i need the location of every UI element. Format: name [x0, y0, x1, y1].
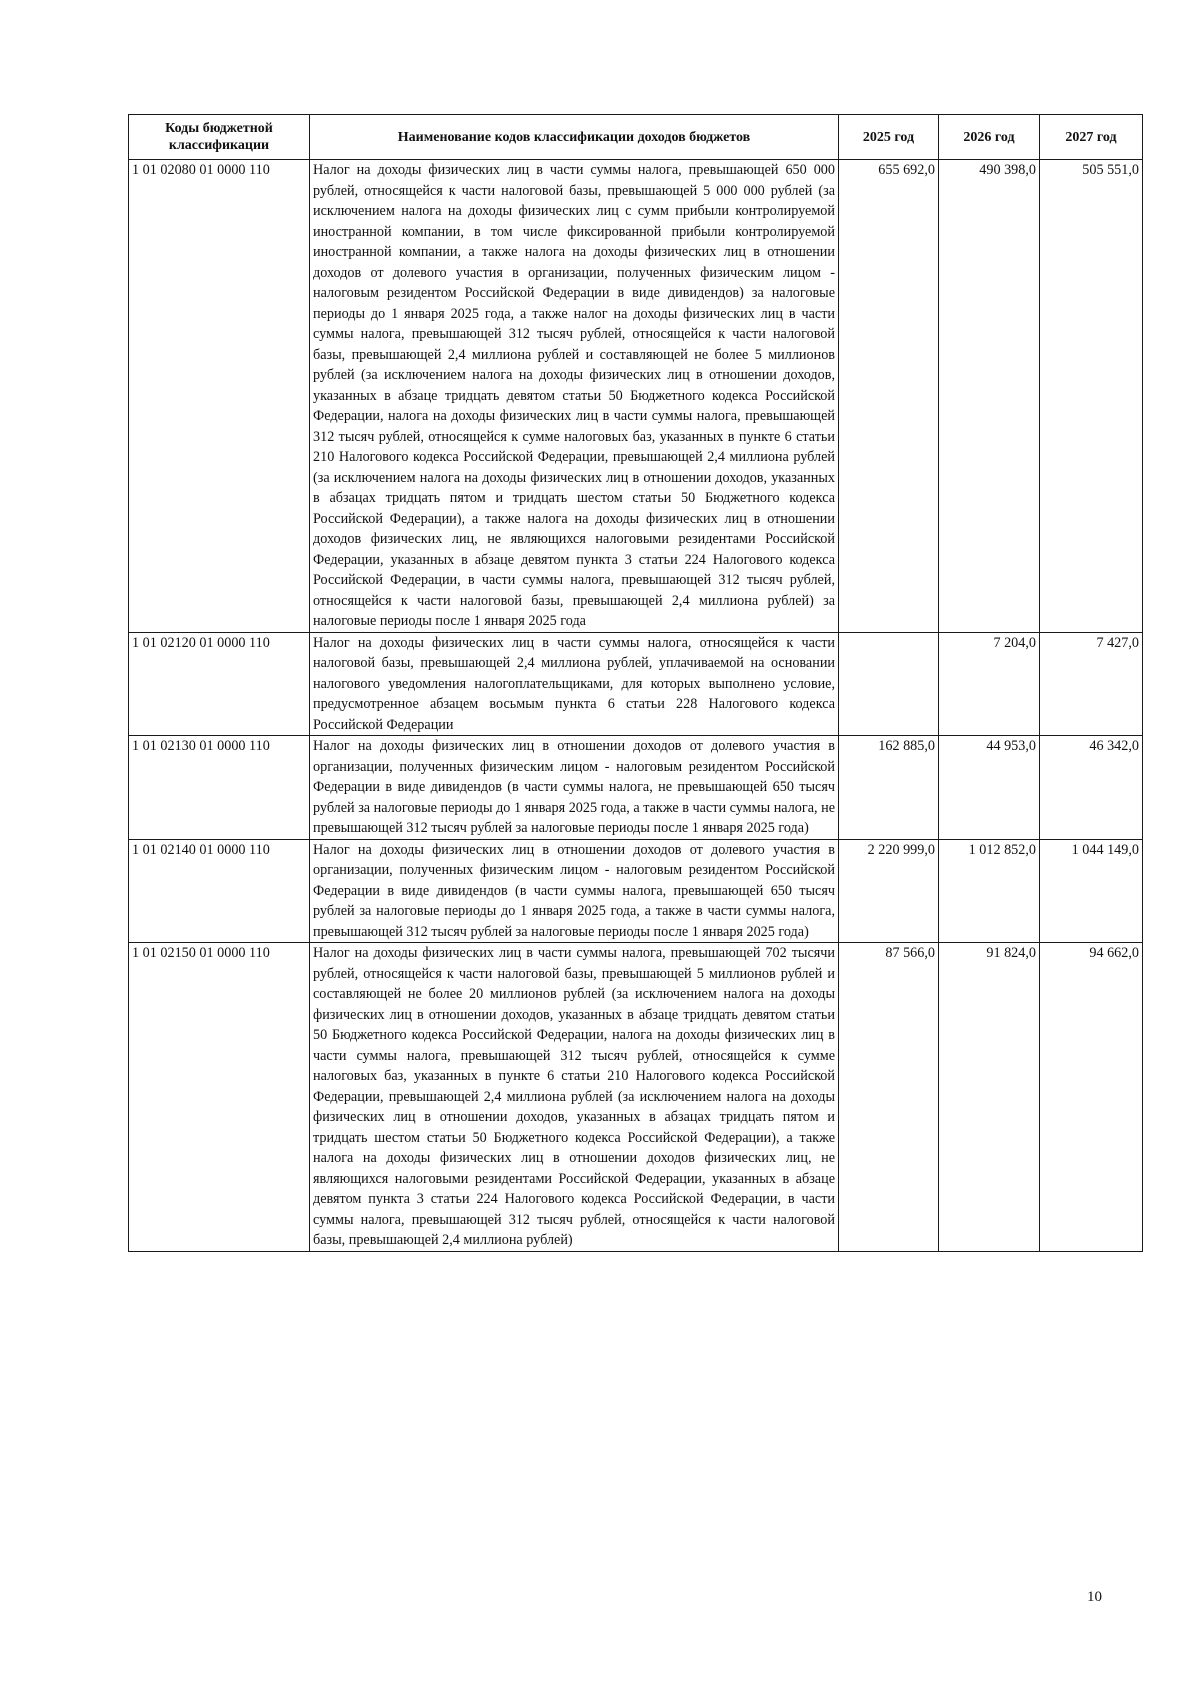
cell-2025: 655 692,0	[839, 160, 939, 633]
cell-name: Налог на доходы физических лиц в части суммы налога, превышающей 702 тысячи рублей, относящейся к части налоговой базы, превышающей 5 миллионов рублей и составляющей не более 20 миллионов рублей (за исключением налога на доходы физических лиц в отношении доходов, указанных в абзаце тридцать девятом статьи 50 Бюджетного кодекса Российской Федерации, налога на доходы физических лиц в части суммы налога, превышающей 312 тысяч рублей, относящейся к сумме налоговых баз, указанных в пункте 6 статьи 210 Налогового кодекса Российской Федерации, превышающей 2,4 миллиона рублей (за исключением налога на доходы физических лиц в отношении доходов, указанных в абзацах тридцать пятом и тридцать шестом статьи 50 Бюджетного кодекса Российской Федерации), а также налога на доходы физических лиц в отношении доходов физических лиц, не являющихся налоговыми резидентами Российской Федерации, указанных в абзаце девятом пункта 3 статьи 224 Налогового кодекса Российской Федерации, в части суммы налога, превышающей 312 тысяч рублей, относящейся к части налоговой базы, превышающей 2,4 миллиона рублей)	[310, 943, 839, 1252]
cell-code: 1 01 02120 01 0000 110	[129, 632, 310, 736]
cell-2027: 505 551,0	[1040, 160, 1143, 633]
budget-revenue-table	[128, 114, 1143, 1252]
table-row	[129, 839, 1143, 943]
header-2026: 2026 год	[939, 115, 1040, 160]
cell-2027: 1 044 149,0	[1040, 839, 1143, 943]
header-2027: 2027 год	[1040, 115, 1143, 160]
cell-2025	[839, 632, 939, 736]
cell-code: 1 01 02080 01 0000 110	[129, 160, 310, 633]
cell-2025: 162 885,0	[839, 736, 939, 840]
cell-2025: 87 566,0	[839, 943, 939, 1252]
table-row	[129, 736, 1143, 840]
cell-2027: 7 427,0	[1040, 632, 1143, 736]
cell-2026: 1 012 852,0	[939, 839, 1040, 943]
cell-code: 1 01 02140 01 0000 110	[129, 839, 310, 943]
cell-name: Налог на доходы физических лиц в части суммы налога, относящейся к части налоговой базы, превышающей 2,4 миллиона рублей, уплачиваемой на основании налогового уведомления налогоплательщиками, для которых выполнено условие, предусмотренное абзацем восьмым пункта 6 статьи 228 Налогового кодекса Российской Федерации	[310, 632, 839, 736]
cell-2026: 490 398,0	[939, 160, 1040, 633]
table-header-row	[129, 115, 1143, 160]
cell-name: Налог на доходы физических лиц в части суммы налога, превышающей 650 000 рублей, относящейся к части налоговой базы, превышающей 5 000 000 рублей (за исключением налога на доходы физических лиц с сумм прибыли контролируемой иностранной компании, в том числе фиксированной прибыли контролируемой иностранной компании, а также налога на доходы физических лиц в отношении доходов от долевого участия в организации, полученных физическим лицом - налоговым резидентом Российской Федерации в виде дивидендов) за налоговые периоды до 1 января 2025 года, а также налог на доходы физических лиц в части суммы налога, превышающей 312 тысяч рублей, относящейся к части налоговой базы, превышающей 2,4 миллиона рублей и составляющей не более 5 миллионов рублей (за исключением налога на доходы физических лиц в отношении доходов, указанных в абзаце тридцать девятом статьи 50 Бюджетного кодекса Российской Федерации, налога на доходы физических лиц в части суммы налога, превышающей 312 тысяч рублей, относящейся к сумме налоговых баз, указанных в пункте 6 статьи 210 Налогового кодекса Российской Федерации, превышающей 2,4 миллиона рублей (за исключением налога на доходы физических лиц в отношении доходов, указанных в абзацах тридцать пятом и тридцать шестом статьи 50 Бюджетного кодекса Российской Федерации), а также налога на доходы физических лиц в отношении доходов физических лиц, не являющихся налоговыми резидентами Российской Федерации, указанных в абзаце девятом пункта 3 статьи 224 Налогового кодекса Российской Федерации, в части суммы налога, превышающей 312 тысяч рублей, относящейся к части налоговой базы, превышающей 2,4 миллиона рублей) за налоговые периоды после 1 января 2025 года	[310, 160, 839, 633]
cell-2026: 91 824,0	[939, 943, 1040, 1252]
page-number: 10	[1087, 1589, 1102, 1605]
table-row	[129, 632, 1143, 736]
table-row	[129, 943, 1143, 1252]
cell-2026: 7 204,0	[939, 632, 1040, 736]
cell-2027: 94 662,0	[1040, 943, 1143, 1252]
header-code: Коды бюджетной классификации	[129, 115, 310, 160]
cell-code: 1 01 02150 01 0000 110	[129, 943, 310, 1252]
cell-name: Налог на доходы физических лиц в отношении доходов от долевого участия в организации, полученных физическим лицом - налоговым резидентом Российской Федерации в виде дивидендов (в части суммы налога, не превышающей 650 тысяч рублей за налоговые периоды до 1 января 2025 года, а также в части суммы налога, не превышающей 312 тысяч рублей за налоговые периоды после 1 января 2025 года)	[310, 736, 839, 840]
header-name: Наименование кодов классификации доходов бюджетов	[310, 115, 839, 160]
table-row	[129, 160, 1143, 633]
cell-2027: 46 342,0	[1040, 736, 1143, 840]
cell-name: Налог на доходы физических лиц в отношении доходов от долевого участия в организации, полученных физическим лицом - налоговым резидентом Российской Федерации в виде дивидендов (в части суммы налога, превышающей 650 тысяч рублей за налоговые периоды до 1 января 2025 года, а также в части суммы налога, превышающей 312 тысяч рублей за налоговые периоды после 1 января 2025 года)	[310, 839, 839, 943]
cell-2026: 44 953,0	[939, 736, 1040, 840]
header-2025: 2025 год	[839, 115, 939, 160]
cell-2025: 2 220 999,0	[839, 839, 939, 943]
cell-code: 1 01 02130 01 0000 110	[129, 736, 310, 840]
